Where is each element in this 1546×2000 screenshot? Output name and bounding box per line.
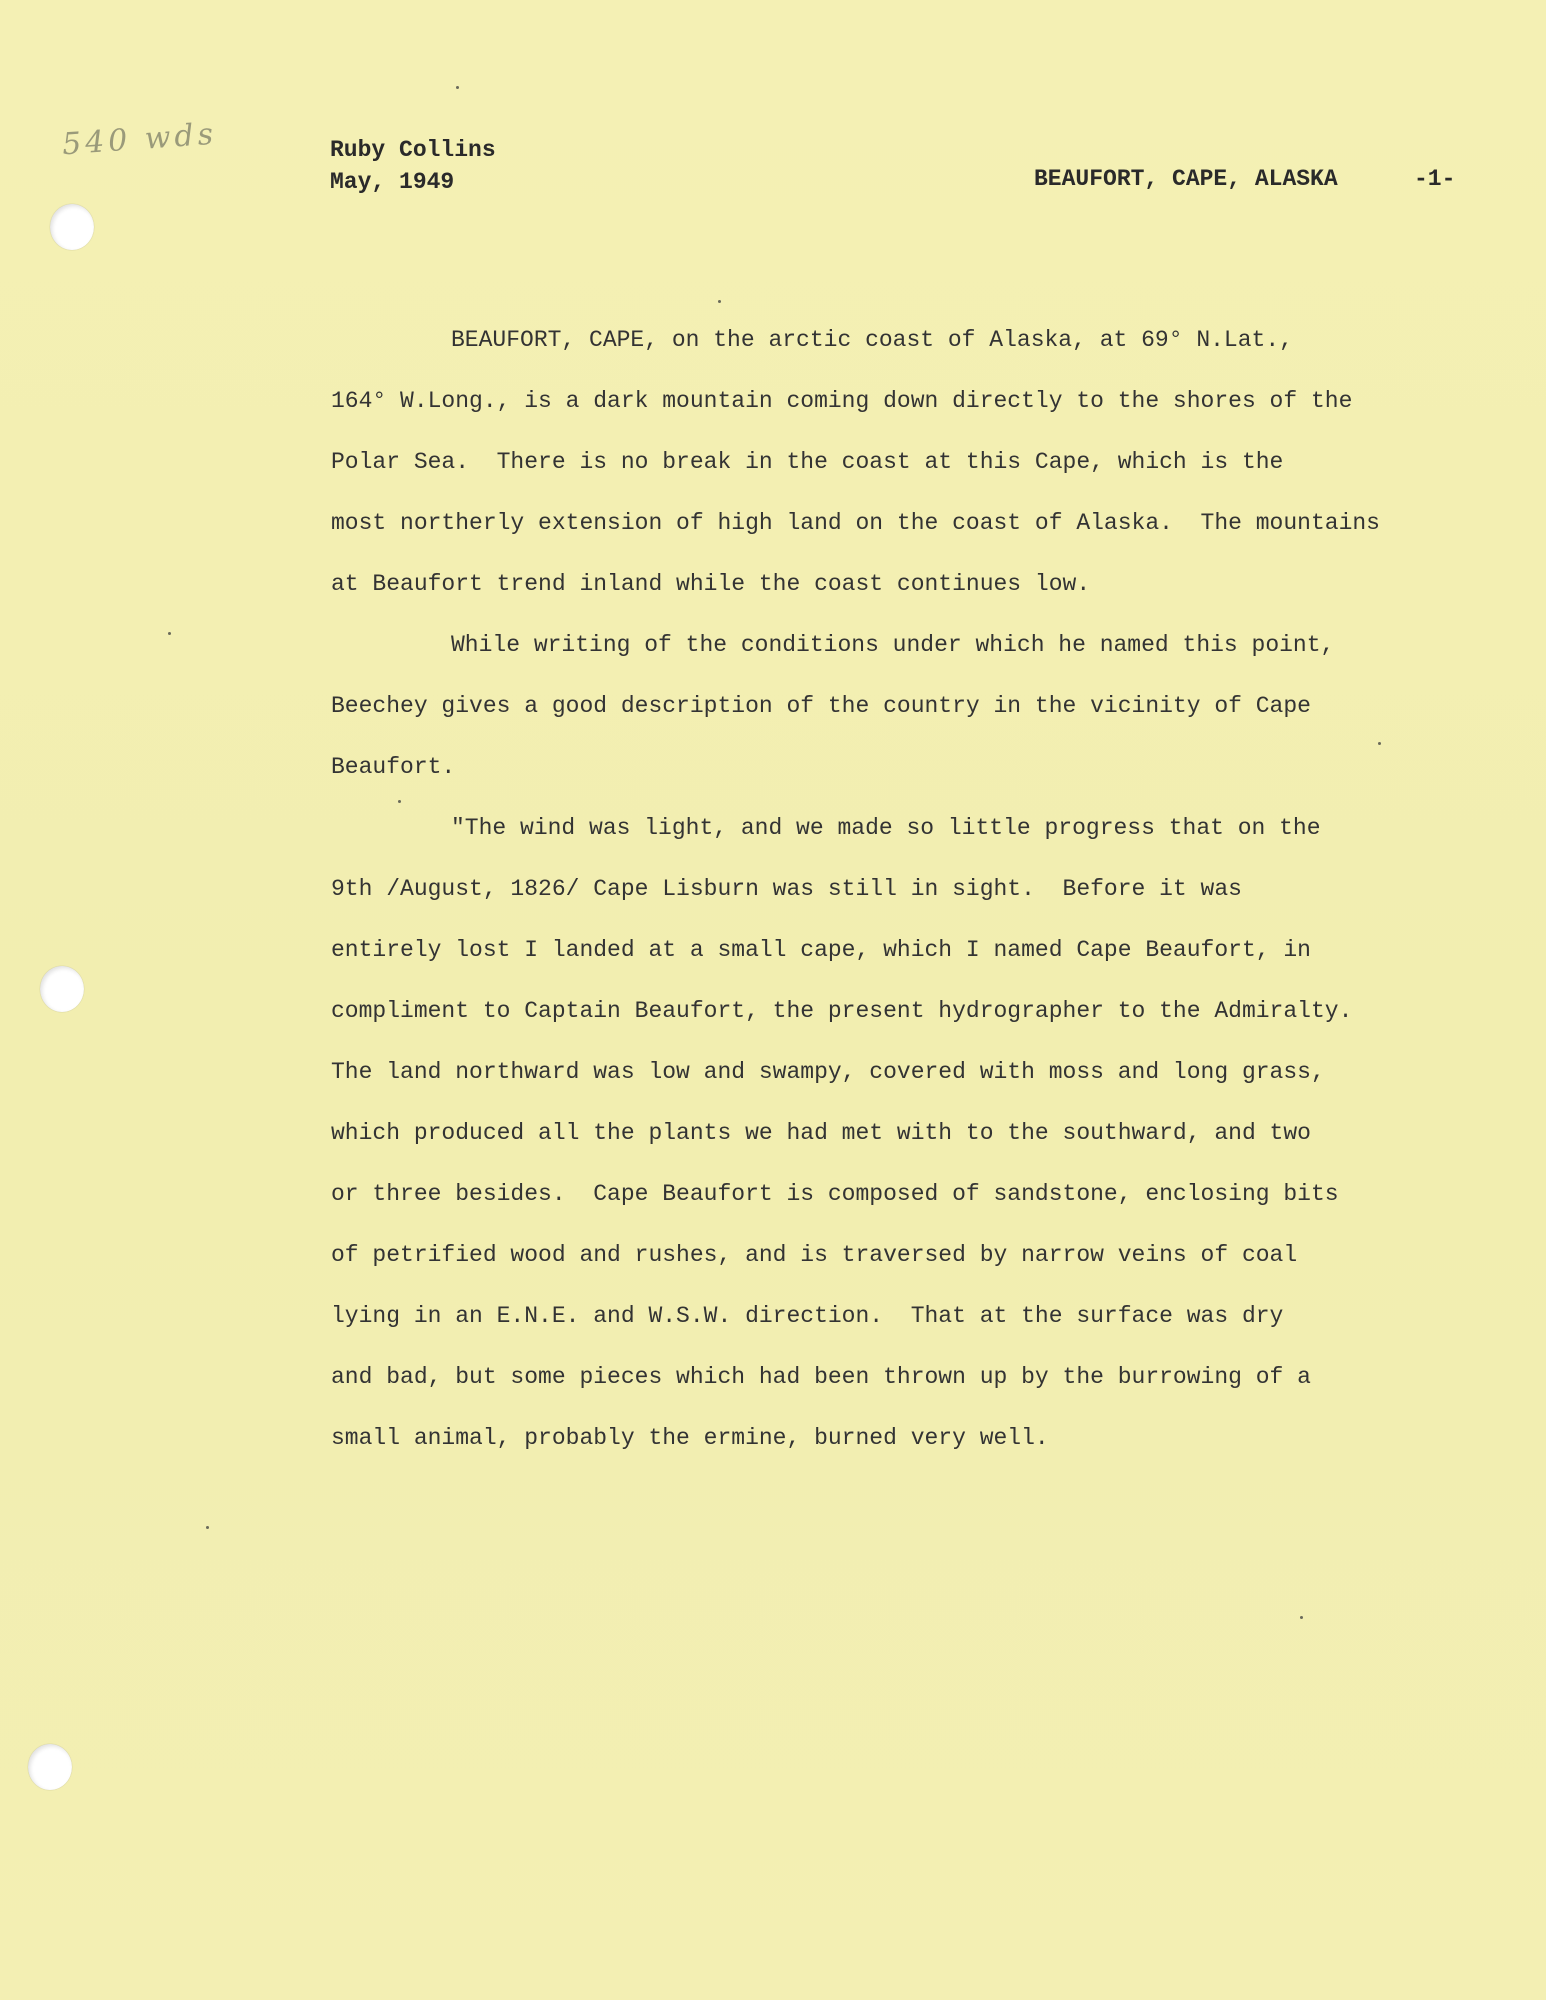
text-line: entirely lost I landed at a small cape, which I named Cape Beaufort, in (331, 937, 1311, 963)
punch-hole-bottom (28, 1744, 72, 1790)
header-author-block (330, 134, 496, 198)
paper-speck (1378, 742, 1381, 745)
paper-speck (718, 300, 721, 303)
punch-hole-top (50, 204, 94, 250)
text-line: which produced all the plants we had met with to the southward, and two (331, 1120, 1311, 1146)
body-text (331, 310, 1511, 1469)
text-line: Beechey gives a good description of the country in the vicinity of Cape (331, 693, 1311, 719)
text-line: While writing of the conditions under which he named this point, (451, 632, 1335, 658)
paper-speck (1300, 1616, 1303, 1619)
author-name: Ruby Collins (330, 137, 496, 163)
text-line: 164° W.Long., is a dark mountain coming down directly to the shores of the (331, 388, 1353, 414)
document-subject: BEAUFORT, CAPE, ALASKA (1034, 166, 1338, 192)
text-line: Polar Sea. There is no break in the coast at this Cape, which is the (331, 449, 1284, 475)
text-line: "The wind was light, and we made so little progress that on the (451, 815, 1321, 841)
paper-speck (456, 86, 459, 89)
paper-speck (206, 1526, 209, 1529)
text-line: of petrified wood and rushes, and is traversed by narrow veins of coal (331, 1242, 1298, 1268)
text-line: Beaufort. (331, 754, 456, 780)
text-line: or three besides. Cape Beaufort is composed of sandstone, enclosing bits (331, 1181, 1339, 1207)
text-line: at Beaufort trend inland while the coast continues low. (331, 571, 1091, 597)
page-number: -1- (1414, 166, 1456, 192)
paper-speck (168, 632, 171, 635)
document-date: May, 1949 (330, 169, 455, 195)
punch-hole-middle (40, 966, 84, 1012)
handwritten-word-count: 540 wds (60, 116, 219, 163)
text-line: The land northward was low and swampy, covered with moss and long grass, (331, 1059, 1325, 1085)
text-line: 9th /August, 1826/ Cape Lisburn was still in sight. Before it was (331, 876, 1242, 902)
text-line: lying in an E.N.E. and W.S.W. direction. That at the surface was dry (331, 1303, 1284, 1329)
paper-speck (398, 800, 401, 803)
text-line: and bad, but some pieces which had been thrown up by the burrowing of a (331, 1364, 1311, 1390)
text-line: small animal, probably the ermine, burned very well. (331, 1425, 1049, 1451)
text-line: most northerly extension of high land on the coast of Alaska. The mountains (331, 510, 1380, 536)
text-line: compliment to Captain Beaufort, the present hydrographer to the Admiralty. (331, 998, 1353, 1024)
text-line: BEAUFORT, CAPE, on the arctic coast of Alaska, at 69° N.Lat., (451, 327, 1293, 353)
